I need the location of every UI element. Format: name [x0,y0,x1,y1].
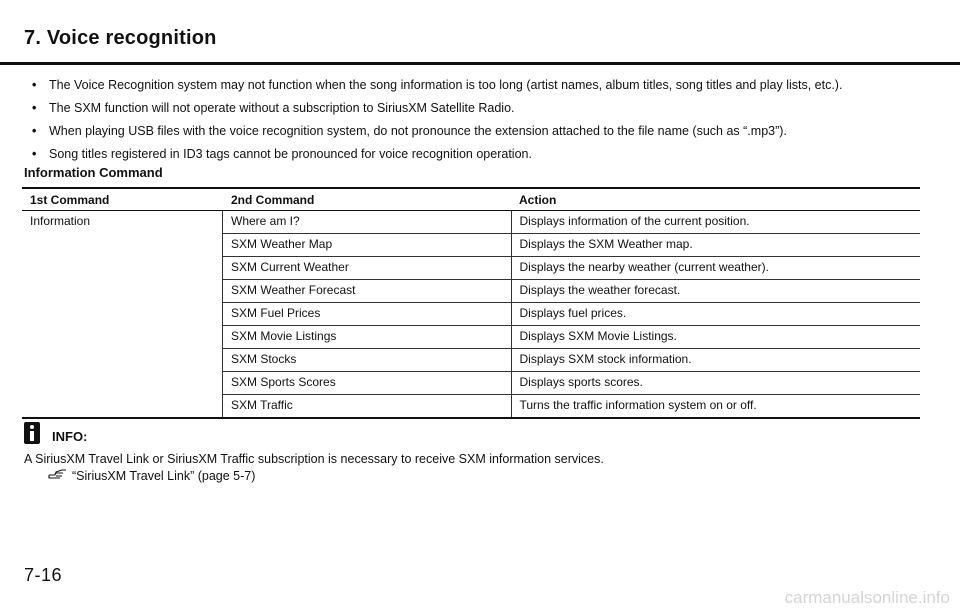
column-header-1st-command: 1st Command [22,188,223,211]
list-item [24,124,934,139]
second-command-cell: SXM Weather Map [223,234,512,257]
info-heading [24,422,87,444]
first-command-cell: Information [22,211,223,419]
bullet-list [24,78,934,170]
watermark: carmanualsonline.info [784,588,950,607]
pointing-hand-icon [48,468,68,484]
page-reference-text: “SiriusXM Travel Link” (page 5-7) [72,468,256,483]
action-cell: Displays SXM stock information. [511,349,920,372]
action-cell: Displays sports scores. [511,372,920,395]
action-cell: Displays the SXM Weather map. [511,234,920,257]
bullet-text: When playing USB files with the voice recognition system, do not pronounce the extension attached to the file name (such as “.mp3”). [49,124,787,138]
action-cell: Displays SXM Movie Listings. [511,326,920,349]
second-command-cell: SXM Sports Scores [223,372,512,395]
action-cell: Displays information of the current position. [511,211,920,234]
list-item [24,101,934,116]
info-text: A SiriusXM Travel Link or SiriusXM Traffic subscription is necessary to receive SXM information services. [24,452,604,466]
info-icon [24,422,40,444]
column-header-action: Action [511,188,920,211]
bullet-text: Song titles registered in ID3 tags cannot be pronounced for voice recognition operation. [49,147,532,161]
second-command-cell: SXM Current Weather [223,257,512,280]
table-row [22,211,920,234]
section-title: 7. Voice recognition [24,27,217,49]
list-item [24,147,934,162]
bullet-icon: • [32,78,37,92]
action-cell: Displays fuel prices. [511,303,920,326]
command-table [22,187,920,419]
table-header-row [22,188,920,211]
second-command-cell: SXM Traffic [223,395,512,419]
bullet-text: The Voice Recognition system may not function when the song information is too long (artist names, album titles, song titles and play lists, etc.). [49,78,843,92]
title-rule [0,62,960,65]
action-cell: Turns the traffic information system on or off. [511,395,920,419]
second-command-cell: SXM Weather Forecast [223,280,512,303]
second-command-cell: SXM Movie Listings [223,326,512,349]
second-command-cell: SXM Stocks [223,349,512,372]
bullet-icon: • [32,147,37,161]
action-cell: Displays the nearby weather (current weather). [511,257,920,280]
second-command-cell: SXM Fuel Prices [223,303,512,326]
table-heading: Information Command [24,165,163,180]
info-label: INFO: [52,428,88,444]
column-header-2nd-command: 2nd Command [223,188,512,211]
bullet-text: The SXM function will not operate without a subscription to SiriusXM Satellite Radio. [49,101,515,115]
bullet-icon: • [32,124,37,138]
second-command-cell: Where am I? [223,211,512,234]
page-reference-link[interactable] [48,468,255,484]
list-item [24,78,934,93]
bullet-icon: • [32,101,37,115]
page-number: 7-16 [24,565,63,585]
action-cell: Displays the weather forecast. [511,280,920,303]
